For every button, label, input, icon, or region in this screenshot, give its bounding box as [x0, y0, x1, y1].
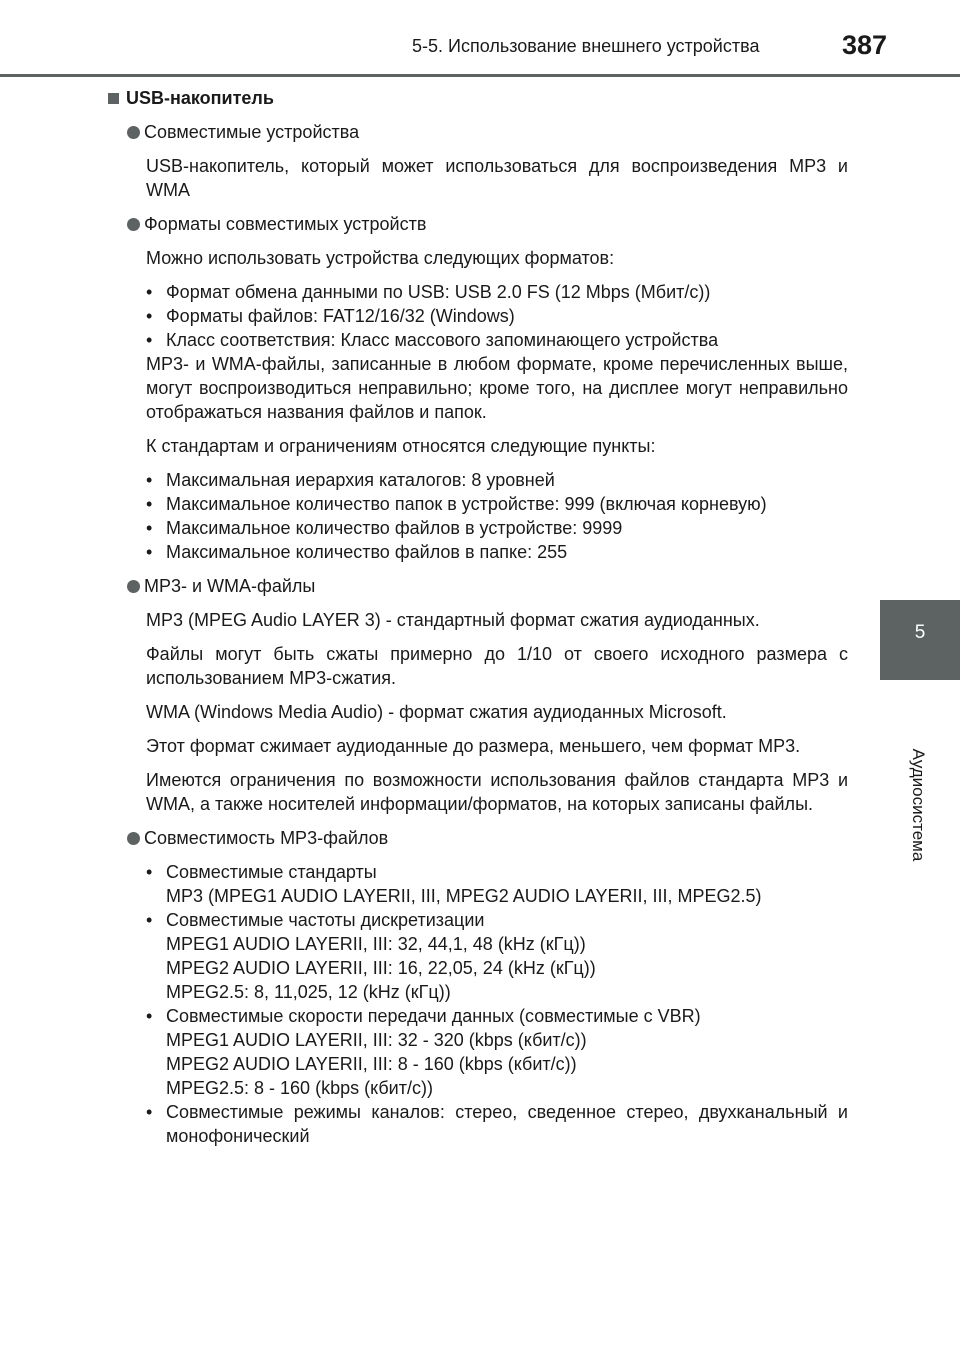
list-item-title: • Совместимые частоты дискретизации — [166, 910, 485, 930]
circle-bullet-icon — [127, 218, 140, 231]
list-item-title: • Совместимые стандарты — [166, 862, 377, 882]
list-item-title: • Совместимые скорости передачи данных (совместимые с VBR) — [166, 1006, 701, 1026]
paragraph: WMA (Windows Media Audio) - формат сжатия аудиоданных Microsoft. — [146, 702, 727, 722]
paragraph: MP3 (MPEG Audio LAYER 3) - стандартный формат сжатия аудиоданных. — [146, 610, 760, 630]
subheading-mp3-wma-files — [108, 574, 848, 598]
list-item — [146, 908, 848, 1004]
subheading-text: MP3- и WMA-файлы — [144, 576, 316, 596]
list-item: • Максимальное количество папок в устройстве: 999 (включая корневую) — [146, 492, 848, 516]
list-item: • Формат обмена данными по USB: USB 2.0 FS (12 Mbps (Мбит/с)) — [146, 280, 848, 304]
square-bullet-icon — [108, 93, 119, 104]
list-item: • Класс соответствия: Класс массового запоминающего устройства — [146, 328, 848, 352]
paragraph: Можно использовать устройства следующих форматов: — [146, 248, 615, 268]
list-item-line: MPEG2 AUDIO LAYERII, III: 8 - 160 (kbps (кбит/с)) — [166, 1054, 577, 1074]
paragraph: Этот формат сжимает аудиоданные до размера, меньшего, чем формат MP3. — [146, 736, 801, 756]
subheading-device-formats — [108, 212, 848, 236]
paragraph: USB-накопитель, который может использоваться для воспроизведения MP3 и WMA — [146, 156, 848, 200]
list-item — [146, 860, 848, 908]
header-divider — [0, 74, 960, 77]
list-item — [146, 1100, 848, 1148]
circle-bullet-icon — [127, 580, 140, 593]
circle-bullet-icon — [127, 832, 140, 845]
chapter-label-text: Аудиосистема — [909, 748, 928, 862]
page-content — [108, 86, 848, 1148]
list-item: • Форматы файлов: FAT12/16/32 (Windows) — [146, 304, 848, 328]
list-item-line: MPEG1 AUDIO LAYERII, III: 32 - 320 (kbps (кбит/с)) — [166, 1030, 587, 1050]
list-item-line: MP3 (MPEG1 AUDIO LAYERII, III, MPEG2 AUDIO LAYERII, III, MPEG2.5) — [166, 886, 762, 906]
chapter-label — [898, 740, 938, 870]
subheading-text: Совместимые устройства — [144, 122, 360, 142]
list-item-title: Совместимые режимы каналов: стерео, сведенное стерео, двухканальный и монофонический — [166, 1102, 848, 1146]
format-list — [146, 280, 848, 352]
limits-list — [146, 468, 848, 564]
section-heading-text: USB-накопитель — [126, 88, 274, 108]
subheading-text: Форматы совместимых устройств — [144, 214, 427, 234]
list-item-line: MPEG2.5: 8, 11,025, 12 (kHz (кГц)) — [166, 982, 451, 1002]
paragraph: MP3- и WMA-файлы, записанные в любом формате, кроме перечисленных выше, могут воспроизводиться неправильно; кроме того, на дисплее могут неправильно отображаться названия файлов и папок. — [146, 354, 848, 422]
paragraph: К стандартам и ограничениям относятся следующие пункты: — [146, 436, 656, 456]
subheading-text: Совместимость MP3-файлов — [144, 828, 389, 848]
list-item-line: MPEG1 AUDIO LAYERII, III: 32, 44,1, 48 (kHz (кГц)) — [166, 934, 586, 954]
list-item — [146, 1004, 848, 1100]
paragraph: Имеются ограничения по возможности использования файлов стандарта MP3 и WMA, а также носителей информации/форматов, на которых записаны файлы. — [146, 770, 848, 814]
list-item: • Максимальная иерархия каталогов: 8 уровней — [146, 468, 848, 492]
list-item: • Максимальное количество файлов в папке: 255 — [146, 540, 848, 564]
circle-bullet-icon — [127, 126, 140, 139]
section-heading — [108, 86, 848, 110]
subheading-mp3-compatibility — [108, 826, 848, 850]
chapter-number: 5 — [914, 622, 926, 643]
page-number: 387 — [842, 30, 888, 60]
chapter-tab — [880, 600, 960, 680]
list-item-line: MPEG2.5: 8 - 160 (kbps (кбит/с)) — [166, 1078, 433, 1098]
paragraph: Файлы могут быть сжаты примерно до 1/10 от своего исходного размера с использованием MP3-сжатия. — [146, 644, 848, 688]
list-item: • Максимальное количество файлов в устройстве: 9999 — [146, 516, 848, 540]
subheading-compatible-devices — [108, 120, 848, 144]
header-section-title: 5-5. Использование внешнего устройства — [412, 36, 760, 56]
list-item-line: MPEG2 AUDIO LAYERII, III: 16, 22,05, 24 (kHz (кГц)) — [166, 958, 596, 978]
compatibility-list — [146, 860, 848, 1148]
